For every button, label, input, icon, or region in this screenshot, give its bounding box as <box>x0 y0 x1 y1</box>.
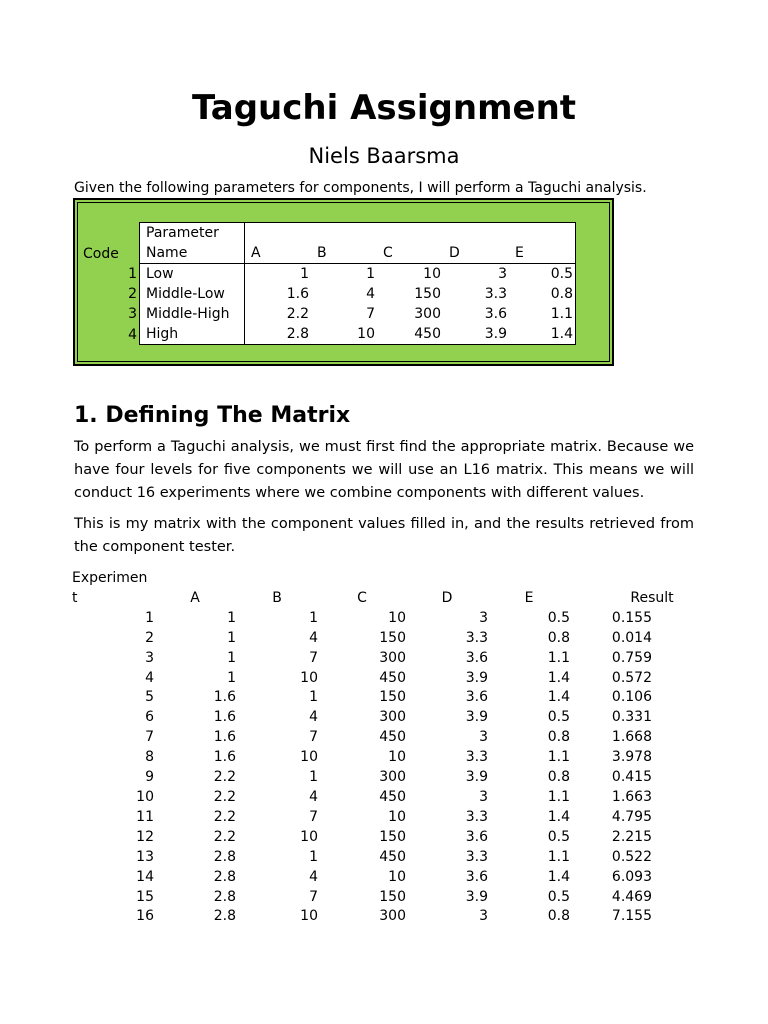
matrix-column-header: A <box>190 589 200 606</box>
experiment-number: 5 <box>145 689 154 706</box>
param-name-header-line1: Parameter <box>140 223 245 244</box>
matrix-value: 3 <box>479 908 488 925</box>
section-heading: 1. Defining The Matrix <box>74 403 351 428</box>
param-code: 4 <box>128 326 137 343</box>
matrix-column-header: D <box>441 589 453 606</box>
author-name: Niels Baarsma <box>308 144 460 168</box>
result-value: 2.215 <box>611 828 652 845</box>
matrix-value: 450 <box>379 729 406 746</box>
matrix-value: 0.5 <box>547 709 570 726</box>
matrix-value: 3.3 <box>465 848 488 865</box>
param-value: 1.4 <box>509 324 576 345</box>
result-value: 6.093 <box>611 868 652 885</box>
matrix-value: 1 <box>309 848 318 865</box>
matrix-value: 10 <box>300 828 318 845</box>
experiment-number: 6 <box>145 709 154 726</box>
result-value: 0.155 <box>611 609 652 626</box>
matrix-value: 1 <box>309 689 318 706</box>
matrix-value: 10 <box>300 749 318 766</box>
matrix-value: 2.2 <box>213 769 236 786</box>
matrix-value: 1.4 <box>547 868 570 885</box>
param-name: High <box>140 324 245 345</box>
matrix-value: 1.4 <box>547 808 570 825</box>
param-value: 1 <box>245 264 312 285</box>
matrix-value: 4 <box>309 868 318 885</box>
matrix-value: 3.3 <box>465 749 488 766</box>
experiment-number: 12 <box>136 828 154 845</box>
matrix-value: 10 <box>300 669 318 686</box>
matrix-value: 1.1 <box>547 649 570 666</box>
matrix-value: 10 <box>388 609 406 626</box>
matrix-row <box>72 688 734 708</box>
matrix-value: 150 <box>379 689 406 706</box>
matrix-value: 300 <box>379 908 406 925</box>
matrix-value: 2.8 <box>213 868 236 885</box>
matrix-value: 1 <box>309 769 318 786</box>
param-code: 3 <box>128 306 137 322</box>
matrix-value: 1 <box>227 649 236 666</box>
param-column-header: C <box>377 243 443 264</box>
experiment-number: 7 <box>145 729 154 746</box>
matrix-value: 2.8 <box>213 888 236 905</box>
result-value: 0.106 <box>611 689 652 706</box>
matrix-column-header: C <box>357 589 367 606</box>
experiment-number: 8 <box>145 749 154 766</box>
parameter-table-box <box>73 198 614 366</box>
result-value: 4.795 <box>611 808 652 825</box>
matrix-value: 300 <box>379 769 406 786</box>
document-title: Taguchi Assignment <box>191 88 577 128</box>
matrix-value: 7 <box>309 808 318 825</box>
matrix-row <box>72 728 734 748</box>
param-value: 10 <box>377 264 443 285</box>
result-value: 1.668 <box>611 729 652 746</box>
matrix-row <box>72 768 734 788</box>
matrix-value: 3.6 <box>465 689 488 706</box>
experiment-number: 2 <box>145 629 154 646</box>
matrix-value: 3.9 <box>465 669 488 686</box>
result-value: 0.415 <box>611 769 652 786</box>
matrix-row <box>72 868 734 888</box>
matrix-value: 2.2 <box>213 808 236 825</box>
result-value: 0.522 <box>611 848 652 865</box>
matrix-value: 0.8 <box>547 729 570 746</box>
matrix-value: 1 <box>227 629 236 646</box>
param-column-header: D <box>443 243 509 264</box>
result-value: 3.978 <box>611 749 652 766</box>
param-value: 0.8 <box>509 284 576 304</box>
matrix-row <box>72 629 734 649</box>
matrix-value: 0.8 <box>547 629 570 646</box>
param-row <box>81 264 576 285</box>
matrix-value: 1.1 <box>547 848 570 865</box>
matrix-value: 2.2 <box>213 788 236 805</box>
matrix-value: 3 <box>479 609 488 626</box>
matrix-row <box>72 848 734 868</box>
experiment-number: 10 <box>136 788 154 805</box>
matrix-row <box>72 708 734 728</box>
matrix-value: 450 <box>379 848 406 865</box>
matrix-value: 300 <box>379 709 406 726</box>
matrix-row <box>72 649 734 669</box>
param-value: 3.9 <box>443 324 509 345</box>
param-value: 300 <box>377 304 443 324</box>
matrix-value: 1.6 <box>213 709 236 726</box>
param-value: 4 <box>311 284 377 304</box>
matrix-column-header: Result <box>630 589 674 606</box>
matrix-value: 450 <box>379 669 406 686</box>
matrix-value: 7 <box>309 729 318 746</box>
matrix-column-header: B <box>272 589 282 606</box>
param-code: 1 <box>128 266 137 282</box>
param-column-header: A <box>245 243 312 264</box>
matrix-value: 0.5 <box>547 828 570 845</box>
matrix-row <box>72 609 734 629</box>
matrix-value: 4 <box>309 709 318 726</box>
param-value: 1 <box>311 264 377 285</box>
param-value: 2.8 <box>245 324 312 345</box>
matrix-value: 3 <box>479 788 488 805</box>
matrix-value: 1.4 <box>547 689 570 706</box>
matrix-value: 3.9 <box>465 709 488 726</box>
matrix-value: 3.6 <box>465 868 488 885</box>
experiment-header-line2: t <box>72 589 78 606</box>
matrix-value: 3 <box>479 729 488 746</box>
experiment-number: 1 <box>145 609 154 626</box>
param-value: 150 <box>377 284 443 304</box>
param-name-header-line2: Name <box>140 243 245 264</box>
param-value: 0.5 <box>509 264 576 285</box>
section-paragraph-1: To perform a Taguchi analysis, we must first find the appropriate matrix. Because we have four levels for five components we will use an L16 matrix. This means we will conduct 16 experiments where we combine components with different values. <box>74 439 694 501</box>
matrix-value: 450 <box>379 788 406 805</box>
matrix-value: 150 <box>379 629 406 646</box>
matrix-row <box>72 907 734 927</box>
matrix-value: 1.1 <box>547 749 570 766</box>
param-row <box>81 304 576 324</box>
matrix-value: 2.8 <box>213 908 236 925</box>
matrix-value: 2.2 <box>213 828 236 845</box>
matrix-value: 1.6 <box>213 689 236 706</box>
param-code: 2 <box>128 286 137 302</box>
experiment-number: 9 <box>145 769 154 786</box>
experiment-number: 13 <box>136 848 154 865</box>
matrix-value: 7 <box>309 888 318 905</box>
param-value: 1.1 <box>509 304 576 324</box>
experiment-number: 16 <box>136 908 154 925</box>
matrix-value: 1.6 <box>213 729 236 746</box>
matrix-value: 150 <box>379 888 406 905</box>
matrix-value: 0.5 <box>547 609 570 626</box>
param-name: Middle-Low <box>140 284 245 304</box>
section-paragraph-2: This is my matrix with the component values filled in, and the results retrieved from the component tester. <box>74 516 694 555</box>
matrix-column-header: E <box>524 589 534 606</box>
param-value: 3.3 <box>443 284 509 304</box>
experiment-header-line1: Experimen <box>72 570 148 586</box>
matrix-value: 0.5 <box>547 888 570 905</box>
matrix-row <box>72 669 734 689</box>
matrix-value: 3.6 <box>465 649 488 666</box>
matrix-value: 0.8 <box>547 908 570 925</box>
matrix-value: 1 <box>227 669 236 686</box>
code-header: Code <box>83 245 119 262</box>
param-name: Middle-High <box>140 304 245 324</box>
param-row <box>81 284 576 304</box>
param-column-header: E <box>509 243 576 264</box>
matrix-value: 3.9 <box>465 769 488 786</box>
experiment-number: 3 <box>145 649 154 666</box>
matrix-row <box>72 888 734 908</box>
param-column-header: B <box>311 243 377 264</box>
parameter-table <box>81 222 576 345</box>
param-value: 1.6 <box>245 284 312 304</box>
experiment-number: 15 <box>136 888 154 905</box>
matrix-value: 10 <box>388 749 406 766</box>
matrix-row <box>72 748 734 768</box>
matrix-value: 1.4 <box>547 669 570 686</box>
matrix-value: 3.3 <box>465 629 488 646</box>
matrix-value: 3.3 <box>465 808 488 825</box>
matrix-value: 300 <box>379 649 406 666</box>
intro-text: Given the following parameters for components, I will perform a Taguchi analysis. <box>74 180 647 196</box>
matrix-value: 0.8 <box>547 769 570 786</box>
result-value: 0.759 <box>611 649 652 666</box>
result-value: 0.572 <box>611 669 652 686</box>
result-value: 1.663 <box>611 788 652 805</box>
matrix-value: 1 <box>227 609 236 626</box>
experiment-number: 11 <box>136 808 154 825</box>
param-row <box>81 324 576 345</box>
matrix-value: 1 <box>309 609 318 626</box>
matrix-row <box>72 788 734 808</box>
matrix-row <box>72 828 734 848</box>
param-value: 7 <box>311 304 377 324</box>
matrix-value: 150 <box>379 828 406 845</box>
param-value: 450 <box>377 324 443 345</box>
param-value: 3 <box>443 264 509 285</box>
matrix-value: 1.6 <box>213 749 236 766</box>
experiment-matrix-table <box>72 569 734 927</box>
result-value: 0.331 <box>611 709 652 726</box>
param-value: 10 <box>311 324 377 345</box>
matrix-value: 3.9 <box>465 888 488 905</box>
result-value: 0.014 <box>611 629 652 646</box>
matrix-value: 7 <box>309 649 318 666</box>
result-value: 7.155 <box>611 908 652 925</box>
experiment-number: 4 <box>145 669 154 686</box>
param-value: 2.2 <box>245 304 312 324</box>
matrix-value: 1.1 <box>547 788 570 805</box>
result-value: 4.469 <box>611 888 652 905</box>
matrix-value: 4 <box>309 629 318 646</box>
experiment-number: 14 <box>136 868 154 885</box>
matrix-value: 4 <box>309 788 318 805</box>
matrix-value: 2.8 <box>213 848 236 865</box>
matrix-value: 10 <box>300 908 318 925</box>
param-name: Low <box>140 264 245 285</box>
param-value: 3.6 <box>443 304 509 324</box>
matrix-value: 10 <box>388 808 406 825</box>
matrix-value: 3.6 <box>465 828 488 845</box>
matrix-value: 10 <box>388 868 406 885</box>
matrix-row <box>72 808 734 828</box>
